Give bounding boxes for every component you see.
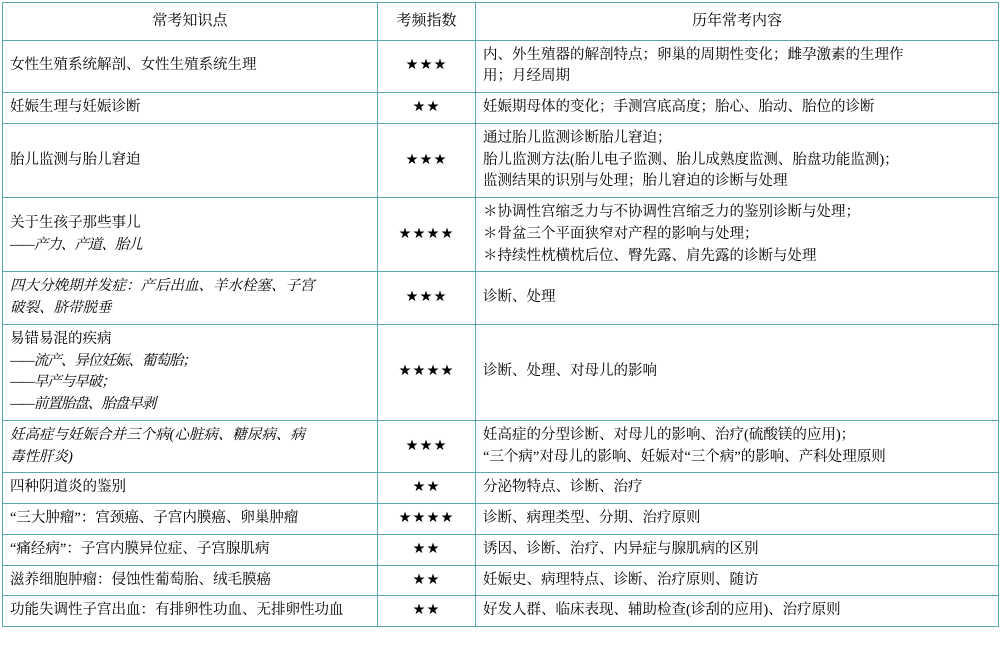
topic-cell xyxy=(3,473,378,504)
topic-line: 胎儿监测与胎儿窘迫 xyxy=(10,151,141,168)
topic-line: 妊高症与妊娠合并三个病(心脏病、糖尿病、病 xyxy=(10,426,305,443)
content-line: 诊断、病理类型、分期、治疗原则 xyxy=(483,510,701,526)
table-row xyxy=(3,198,999,272)
topic-line: ——前置胎盘、胎盘早剥 xyxy=(10,396,156,412)
topic-cell xyxy=(3,596,378,627)
topic-cell xyxy=(3,534,378,565)
topic-line: 关于生孩子那些事儿 xyxy=(10,214,141,231)
content-line: 诊断、处理、对母儿的影响 xyxy=(483,363,657,380)
content-line: 诊断、处理 xyxy=(483,289,556,306)
content-line: 通过胎儿监测诊断胎儿窘迫； xyxy=(483,129,672,146)
topic-cell xyxy=(3,324,378,420)
content-cell xyxy=(476,473,999,504)
frequency-cell: ★★ xyxy=(378,596,476,627)
content-line: 胎儿监测方法(胎儿电子监测、胎儿成熟度监测、胎盘功能监测)； xyxy=(483,151,899,168)
topic-line: 毒性肝炎) xyxy=(10,448,73,465)
table-row xyxy=(3,473,999,504)
table-row xyxy=(3,504,999,535)
content-line: 内、外生殖器的解剖特点；卵巢的周期性变化；雌孕激素的生理作 xyxy=(483,46,904,63)
topic-cell xyxy=(3,93,378,124)
table-header xyxy=(3,3,999,41)
topic-cell xyxy=(3,123,378,197)
topic-line: 易错易混的疾病 xyxy=(10,330,112,347)
content-cell xyxy=(476,565,999,596)
content-cell xyxy=(476,324,999,420)
table-row xyxy=(3,272,999,325)
topic-cell xyxy=(3,565,378,596)
content-cell xyxy=(476,198,999,272)
table-row xyxy=(3,93,999,124)
topic-line: 滋养细胞肿瘤：侵蚀性葡萄胎、绒毛膜癌 xyxy=(10,571,271,588)
content-line: 诱因、诊断、治疗、内异症与腺肌病的区别 xyxy=(483,540,759,557)
topic-line: 四种阴道炎的鉴别 xyxy=(10,479,126,496)
content-line: 妊娠史、病理特点、诊断、治疗原则、随访 xyxy=(483,571,759,588)
topic-line: ——产力、产道、胎儿 xyxy=(10,236,142,253)
content-cell xyxy=(476,93,999,124)
exam-topics-table xyxy=(2,2,999,627)
frequency-cell: ★★ xyxy=(378,93,476,124)
content-line: ＊持续性枕横枕后位、臀先露、肩先露的诊断与处理 xyxy=(483,247,817,264)
column-header-frequency: 考频指数 xyxy=(378,3,476,41)
topic-line: 妊娠生理与妊娠诊断 xyxy=(10,99,141,115)
content-line: 妊高症的分型诊断、对母儿的影响、治疗(硫酸镁的应用)； xyxy=(483,426,856,443)
table-row xyxy=(3,420,999,473)
table-row xyxy=(3,123,999,197)
table-row xyxy=(3,324,999,420)
topic-line: “痛经病”：子宫内膜异位症、子宫腺肌病 xyxy=(10,540,270,557)
frequency-cell: ★★★ xyxy=(378,123,476,197)
frequency-cell: ★★★★ xyxy=(378,504,476,535)
topic-line: “三大肿瘤”：宫颈癌、子宫内膜癌、卵巢肿瘤 xyxy=(10,510,299,526)
content-line: 妊娠期母体的变化；手测宫底高度；胎心、胎动、胎位的诊断 xyxy=(483,99,875,115)
content-line: 分泌物特点、诊断、治疗 xyxy=(483,479,643,496)
table-row xyxy=(3,534,999,565)
frequency-cell: ★★★ xyxy=(378,40,476,93)
topic-cell xyxy=(3,40,378,93)
frequency-cell: ★★★★ xyxy=(378,324,476,420)
topic-cell xyxy=(3,420,378,473)
content-line: ＊骨盆三个平面狭窄对产程的影响与处理； xyxy=(483,225,759,242)
content-cell xyxy=(476,504,999,535)
topic-line: ——早产与早破； xyxy=(10,374,115,391)
topic-cell xyxy=(3,198,378,272)
content-cell xyxy=(476,420,999,473)
topic-line: 功能失调性子宫出血：有排卵性功血、无排卵性功血 xyxy=(10,602,344,619)
frequency-cell: ★★ xyxy=(378,473,476,504)
topic-cell xyxy=(3,504,378,535)
table-header-row xyxy=(3,3,999,41)
frequency-cell: ★★ xyxy=(378,565,476,596)
content-cell xyxy=(476,534,999,565)
content-cell xyxy=(476,272,999,325)
content-cell xyxy=(476,596,999,627)
frequency-cell: ★★★★ xyxy=(378,198,476,272)
topic-line: 破裂、脐带脱垂 xyxy=(10,300,112,316)
document-page xyxy=(0,2,1000,650)
table-row xyxy=(3,565,999,596)
content-line: “三个病”对母儿的影响、妊娠对“三个病”的影响、产科处理原则 xyxy=(483,448,886,465)
frequency-cell: ★★★ xyxy=(378,272,476,325)
topic-line: 四大分娩期并发症：产后出血、羊水栓塞、子宫 xyxy=(10,278,315,295)
table-row xyxy=(3,596,999,627)
content-line: ＊协调性宫缩乏力与不协调性宫缩乏力的鉴别诊断与处理； xyxy=(483,204,860,220)
column-header-content: 历年常考内容 xyxy=(476,3,999,41)
topic-line: 女性生殖系统解剖、女性生殖系统生理 xyxy=(10,57,257,74)
topic-line: ——流产、异位妊娠、葡萄胎； xyxy=(10,352,196,369)
frequency-cell: ★★ xyxy=(378,534,476,565)
content-line: 用；月经周期 xyxy=(483,68,570,85)
topic-cell xyxy=(3,272,378,325)
frequency-cell: ★★★ xyxy=(378,420,476,473)
content-line: 监测结果的识别与处理；胎儿窘迫的诊断与处理 xyxy=(483,173,788,190)
content-cell xyxy=(476,40,999,93)
content-line: 好发人群、临床表现、辅助检查(诊刮的应用)、治疗原则 xyxy=(483,602,841,619)
table-row xyxy=(3,40,999,93)
column-header-topic: 常考知识点 xyxy=(3,3,378,41)
table-body xyxy=(3,40,999,627)
content-cell xyxy=(476,123,999,197)
